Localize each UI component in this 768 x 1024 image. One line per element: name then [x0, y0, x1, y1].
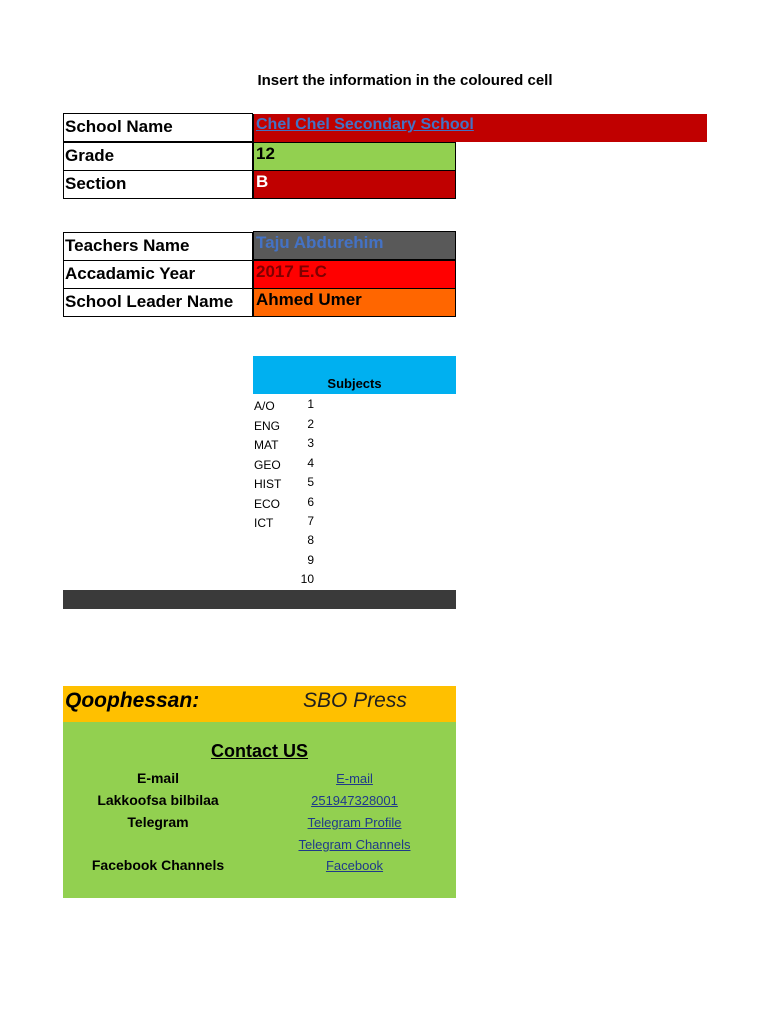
subject-number: 2 — [307, 416, 314, 431]
teachers-name-label: Teachers Name — [63, 232, 253, 261]
subject-row[interactable] — [63, 417, 456, 437]
subject-name: MAT — [254, 438, 279, 452]
section-label: Section — [63, 170, 253, 199]
subject-row[interactable] — [63, 533, 456, 553]
email-link[interactable]: E-mail — [336, 771, 373, 786]
grade-cell[interactable]: 12 — [253, 142, 456, 171]
banner-brand: SBO Press — [303, 689, 407, 712]
facebook-label: Facebook Channels — [91, 857, 225, 873]
subject-number: 7 — [307, 514, 314, 528]
subjects-footer-bar — [63, 590, 456, 609]
contact-title: Contact US — [210, 741, 308, 761]
banner-label: Qoophessan: — [65, 689, 200, 712]
subject-number: 3 — [307, 436, 314, 450]
school-name-label: School Name — [63, 113, 253, 142]
instruction-text: Insert the information in the coloured cell — [257, 72, 553, 89]
facebook-link[interactable]: Facebook — [325, 858, 384, 873]
telegram-label: Telegram — [127, 814, 189, 830]
grade-label: Grade — [63, 142, 253, 171]
school-name-cell[interactable]: Chel Chel Secondary School — [253, 114, 707, 142]
subject-row[interactable] — [63, 553, 456, 573]
phone-label: Lakkoofsa bilbilaa — [97, 792, 219, 808]
subject-name: ENG — [254, 418, 281, 433]
subject-row[interactable] — [63, 436, 456, 456]
academic-year-cell[interactable]: 2017 E.C — [253, 260, 456, 289]
telegram-profile-link[interactable]: Telegram Profile — [307, 815, 402, 830]
subject-row[interactable] — [63, 572, 456, 592]
teachers-name-cell[interactable]: Taju Abdurehim — [253, 231, 456, 260]
school-leader-cell[interactable]: Ahmed Umer — [253, 288, 456, 317]
subject-row[interactable] — [63, 495, 456, 515]
subject-number: 1 — [307, 397, 314, 411]
subject-name: ECO — [254, 496, 281, 511]
subject-row[interactable] — [63, 514, 456, 534]
subject-row[interactable] — [63, 397, 456, 417]
academic-year-label: Accadamic Year — [63, 260, 253, 289]
subject-name: HIST — [254, 477, 282, 491]
section-cell[interactable]: B — [253, 170, 456, 199]
email-label: E-mail — [136, 770, 179, 786]
subject-number: 9 — [307, 553, 314, 567]
subject-row[interactable] — [63, 475, 456, 495]
school-leader-label: School Leader Name — [63, 288, 253, 317]
subject-number: 4 — [307, 455, 314, 470]
subject-name: GEO — [254, 457, 281, 472]
subject-number: 5 — [307, 475, 314, 489]
telegram-channels-link[interactable]: Telegram Channels — [298, 837, 411, 852]
subject-row[interactable] — [63, 456, 456, 476]
subject-name: A/O — [254, 399, 275, 413]
phone-link[interactable]: 251947328001 — [311, 793, 398, 808]
subject-number: 8 — [307, 533, 314, 547]
subject-name: ICT — [254, 516, 274, 530]
subjects-header: Subjects — [253, 356, 456, 394]
subject-number: 6 — [307, 494, 314, 509]
subject-number: 10 — [300, 572, 314, 586]
